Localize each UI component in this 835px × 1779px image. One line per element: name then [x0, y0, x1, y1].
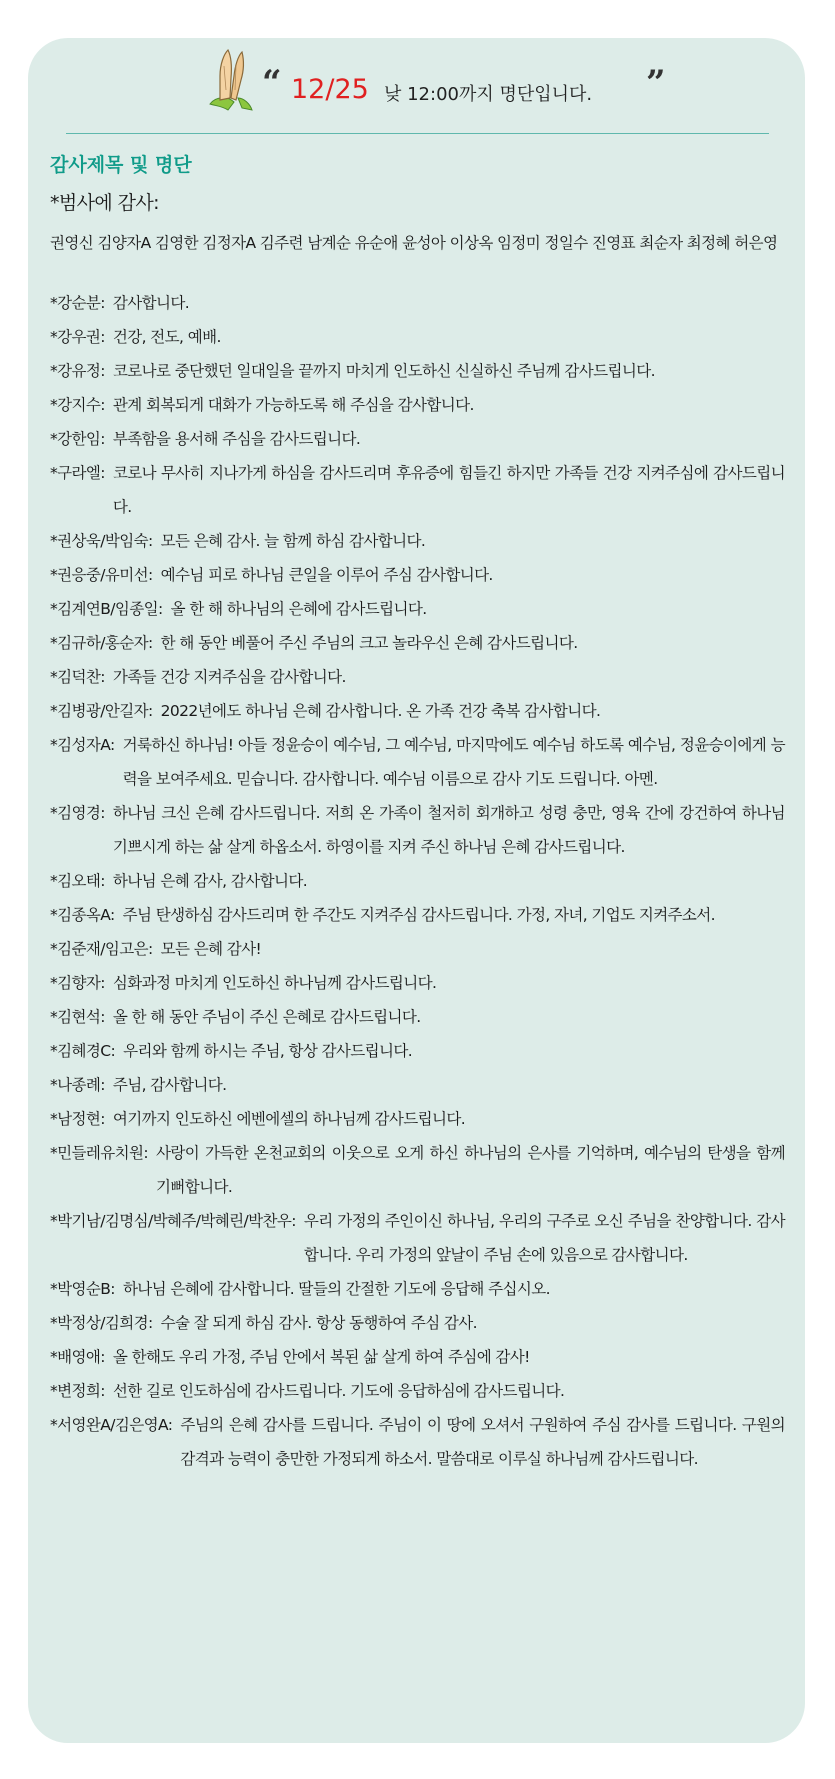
item-name: *권응중/유미선:	[50, 566, 153, 584]
open-quote: “	[262, 63, 282, 103]
header	[28, 38, 805, 138]
list-item	[50, 1068, 785, 1102]
item-name: *김오태:	[50, 872, 105, 890]
item-text: 심화과정 마치게 인도하신 하나님께 감사드립니다.	[112, 974, 437, 992]
list-item	[50, 524, 785, 558]
item-text: 우리 가정의 주인이신 하나님, 우리의 구주로 오신 주님을 찬양합니다. 감사합니다. 우리 가정의 앞날이 주님 손에 있음으로 감사합니다.	[303, 1212, 785, 1264]
item-text: 올 한 해 동안 주님이 주신 은혜로 감사드립니다.	[112, 1008, 421, 1026]
item-text: 감사합니다.	[112, 294, 190, 312]
list-item	[50, 660, 785, 694]
item-text: 주님 탄생하심 감사드리며 한 주간도 지켜주심 감사드립니다. 가정, 자녀, 기업도 지켜주소서.	[122, 906, 716, 924]
item-name: *김계연B/임종일:	[50, 600, 163, 618]
item-name: *구라엘:	[50, 464, 105, 482]
item-name: *박기남/김명심/박혜주/박혜린/박찬우:	[50, 1212, 296, 1230]
item-name: *박정상/김희경:	[50, 1314, 153, 1332]
item-text: 관계 회복되게 대화가 가능하도록 해 주심을 감사합니다.	[112, 396, 474, 414]
thanks-list	[50, 188, 785, 1476]
list-item	[50, 626, 785, 660]
list-item	[50, 796, 785, 864]
list-item	[50, 1306, 785, 1340]
list-item	[50, 898, 785, 932]
item-text: 가족들 건강 지켜주심을 감사합니다.	[112, 668, 346, 686]
list-item	[50, 932, 785, 966]
item-name: *권상욱/박임숙:	[50, 532, 153, 550]
item-text: 코로나 무사히 지나가게 하심을 감사드리며 후유증에 힘들긴 하지만 가족들 건강 지켜주심에 감사드립니다.	[112, 464, 785, 516]
item-text: 올 한 해 하나님의 은혜에 감사드립니다.	[170, 600, 427, 618]
intro-names: 권영신 김양자A 김영한 김정자A 김주련 남계순 유순애 윤성아 이상옥 임정미 정일수 진영표 최순자 최정혜 허은영	[50, 234, 778, 252]
close-quote: ”	[646, 63, 666, 103]
list-item	[50, 1000, 785, 1034]
item-text: 선한 길로 인도하심에 감사드립니다. 기도에 응답하심에 감사드립니다.	[112, 1382, 565, 1400]
item-text: 모든 은혜 감사!	[160, 940, 262, 958]
list-item	[50, 1408, 785, 1476]
list-item	[50, 864, 785, 898]
list-item	[50, 1272, 785, 1306]
deadline-text: 낮 12:00까지 명단입니다.	[384, 84, 593, 105]
list-item	[50, 728, 785, 796]
item-name: *남정현:	[50, 1110, 105, 1128]
item-text: 수술 잘 되게 하심 감사. 항상 동행하여 주심 감사.	[160, 1314, 477, 1332]
item-name: *서영완A/김은영A:	[50, 1416, 173, 1434]
item-text: 예수님 피로 하나님 큰일을 이루어 주심 감사합니다.	[160, 566, 493, 584]
intro-title: *범사에 감사:	[50, 192, 159, 214]
item-name: *김향자:	[50, 974, 105, 992]
list-item	[50, 422, 785, 456]
item-text: 모든 은혜 감사. 늘 함께 하심 감사합니다.	[160, 532, 426, 550]
list-item	[50, 286, 785, 320]
section-title: 감사제목 및 명단	[50, 154, 192, 176]
item-text: 거룩하신 하나님! 아들 정윤승이 예수님, 그 예수님, 마지막에도 예수님 하도록 예수님, 정윤승이에게 능력을 보여주세요. 믿습니다. 감사합니다. 예수님 이름으로 감사 기도 드립니다. 아멘.	[122, 736, 785, 788]
item-text: 건강, 전도, 예배.	[112, 328, 221, 346]
item-name: *김병광/안길자:	[50, 702, 153, 720]
item-text: 주님의 은혜 감사를 드립니다. 주님이 이 땅에 오셔서 구원하여 주심 감사를 드립니다. 구원의 감격과 능력이 충만한 가정되게 하소서. 말씀대로 이루실 하나님께 감사드립니다.	[180, 1416, 785, 1468]
item-text: 올 한해도 우리 가정, 주님 안에서 복된 삶 살게 하여 주심에 감사!	[112, 1348, 530, 1366]
list-item	[50, 1374, 785, 1408]
item-name: *김현석:	[50, 1008, 105, 1026]
item-name: *강지수:	[50, 396, 105, 414]
item-text: 한 해 동안 베풀어 주신 주님의 크고 놀라우신 은혜 감사드립니다.	[160, 634, 578, 652]
list-item	[50, 1136, 785, 1204]
item-name: *나종례:	[50, 1076, 105, 1094]
item-text: 하나님 은혜에 감사합니다. 딸들의 간절한 기도에 응답해 주십시오.	[122, 1280, 550, 1298]
thanks-items	[50, 286, 785, 1476]
item-text: 사랑이 가득한 온천교회의 이웃으로 오게 하신 하나님의 은사를 기억하며, 예수님의 탄생을 함께 기뻐합니다.	[156, 1144, 785, 1196]
item-name: *김영경:	[50, 804, 105, 822]
item-text: 여기까지 인도하신 에벤에셀의 하나님께 감사드립니다.	[112, 1110, 466, 1128]
announcement-card	[28, 38, 805, 1743]
list-item	[50, 388, 785, 422]
item-name: *강유정:	[50, 362, 105, 380]
list-item	[50, 354, 785, 388]
item-name: *김규하/홍순자:	[50, 634, 153, 652]
list-item	[50, 694, 785, 728]
item-name: *변정희:	[50, 1382, 105, 1400]
item-name: *김덕찬:	[50, 668, 105, 686]
item-text: 하나님 은혜 감사, 감사합니다.	[112, 872, 308, 890]
item-text: 코로나로 중단했던 일대일을 끝까지 마치게 인도하신 신실하신 주님께 감사드립니다.	[112, 362, 655, 380]
item-name: *김준재/임고은:	[50, 940, 153, 958]
list-item	[50, 456, 785, 524]
divider	[66, 133, 769, 134]
list-item	[50, 1204, 785, 1272]
list-item	[50, 1340, 785, 1374]
item-name: *김혜경C:	[50, 1042, 116, 1060]
item-text: 부족함을 용서해 주심을 감사드립니다.	[112, 430, 361, 448]
list-item	[50, 558, 785, 592]
item-text: 주님, 감사합니다.	[112, 1076, 227, 1094]
item-name: *김종옥A:	[50, 906, 115, 924]
deadline-date: 12/25	[291, 74, 369, 105]
list-item	[50, 320, 785, 354]
item-name: *김성자A:	[50, 736, 115, 754]
item-name: *강순분:	[50, 294, 105, 312]
item-name: *민들레유치원:	[50, 1144, 149, 1162]
item-text: 우리와 함께 하시는 주님, 항상 감사드립니다.	[123, 1042, 413, 1060]
list-item	[50, 1102, 785, 1136]
item-name: *강한임:	[50, 430, 105, 448]
list-item	[50, 592, 785, 626]
list-item	[50, 966, 785, 1000]
praying-hands-icon	[198, 46, 256, 112]
item-name: *배영애:	[50, 1348, 105, 1366]
item-text: 하나님 크신 은혜 감사드립니다. 저희 온 가족이 철저히 회개하고 성령 충만, 영육 간에 강건하여 하나님 기쁘시게 하는 삶 살게 하옵소서. 하영이를 지켜 주신 하나님 은혜 감사드립니다.	[112, 804, 785, 856]
item-name: *강우권:	[50, 328, 105, 346]
list-item	[50, 1034, 785, 1068]
item-name: *박영순B:	[50, 1280, 115, 1298]
item-text: 2022년에도 하나님 은혜 감사합니다. 온 가족 건강 축복 감사합니다.	[160, 702, 601, 720]
